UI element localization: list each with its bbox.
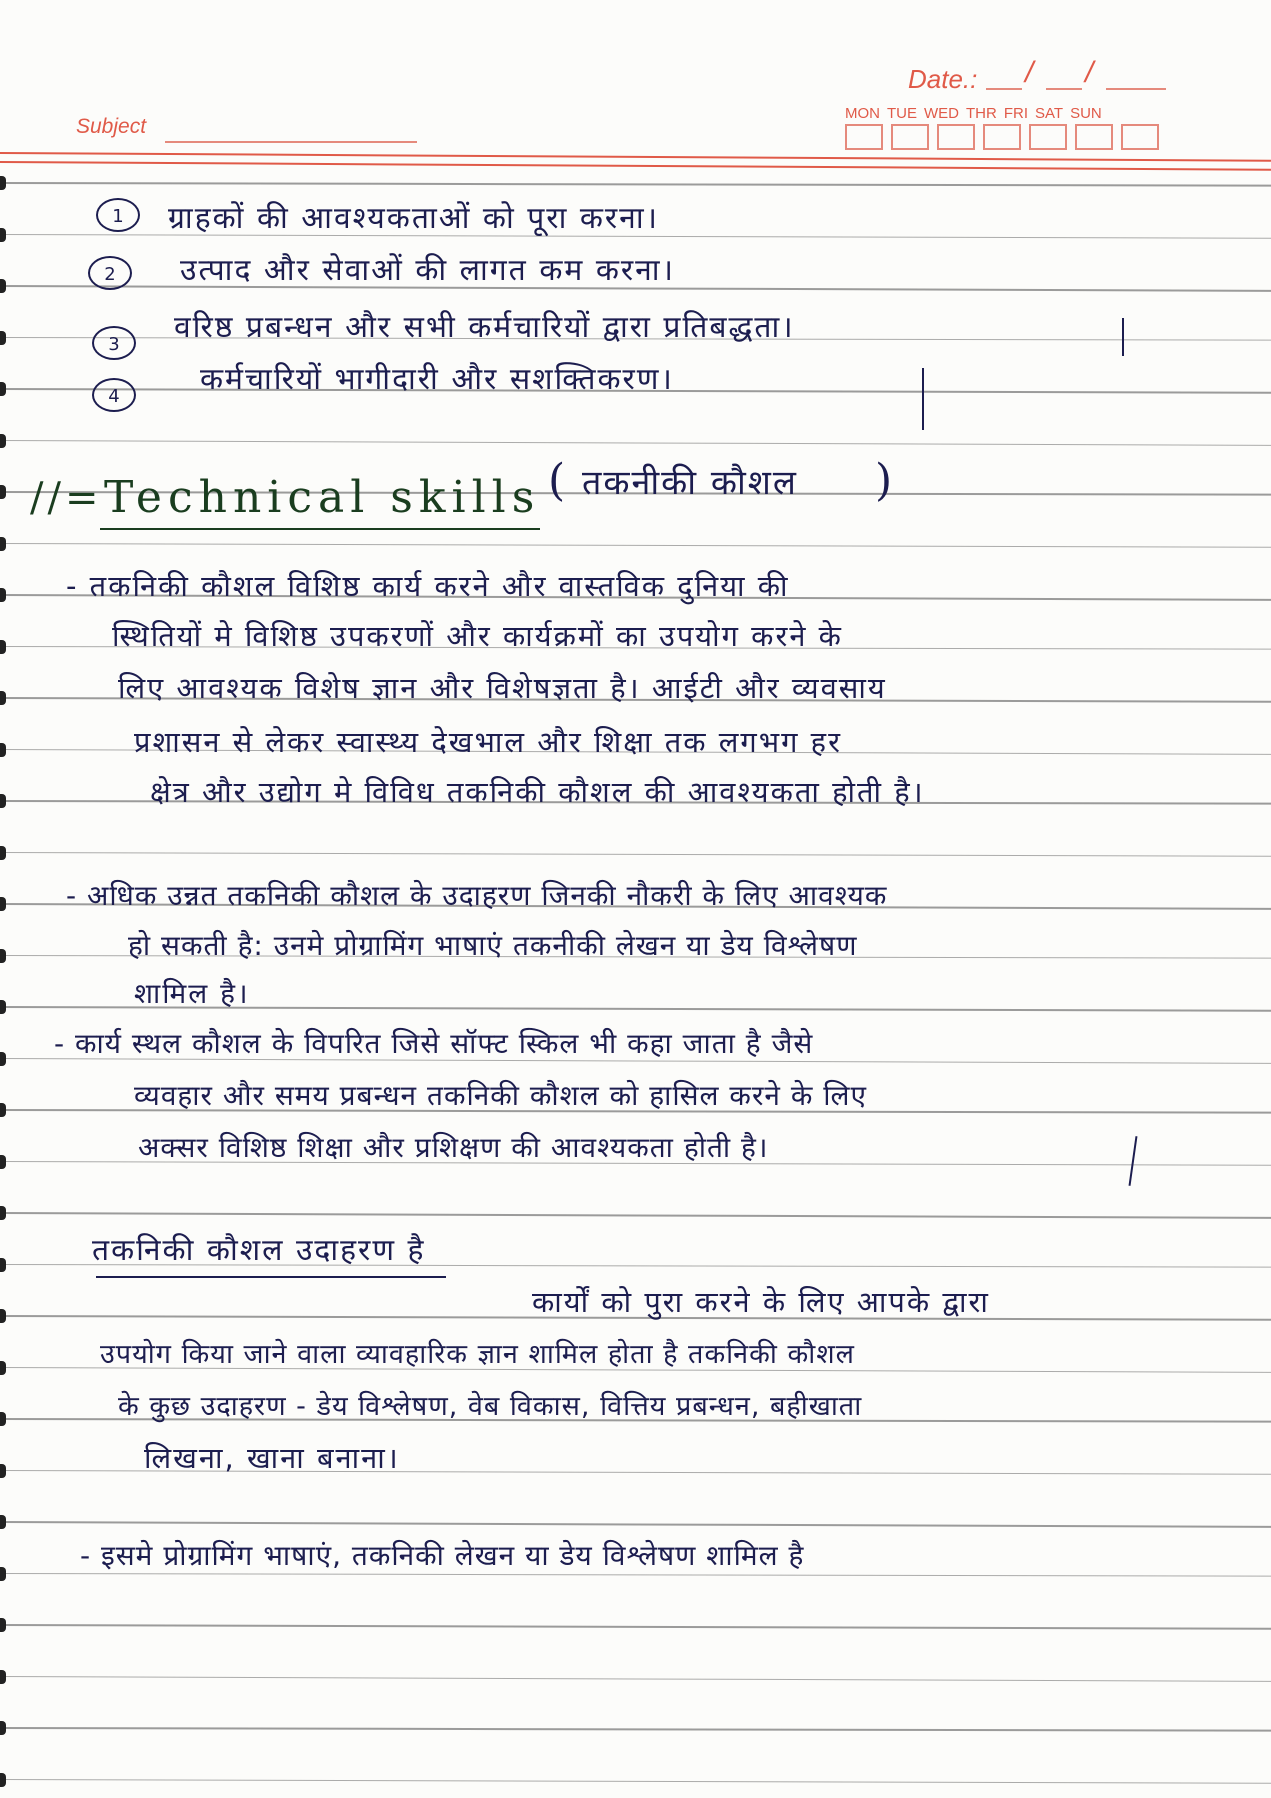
margin-punch-mark [0,1618,6,1632]
weekday-label: THR [966,105,997,122]
date-separator: / [1085,56,1094,89]
section-heading: Technical skills [104,472,541,523]
weekday-label: MON [845,105,880,122]
paragraph-line: कार्यों को पुरा करने के लिए आपके द्वारा [532,1285,990,1319]
list-item-text: ग्राहकों की आवश्यकताओं को पूरा करना। [168,201,659,236]
weekday-box [891,124,929,150]
paragraph-line: अक्सर विशिष्ठ शिक्षा और प्रशिक्षण की आवश्यकता होती है। [138,1131,769,1164]
margin-punch-mark [0,743,6,757]
list-item-text: कर्मचारियों भागीदारी और सशक्तिकरण। [200,362,674,397]
weekday-labels [845,105,1109,122]
header-rule [0,152,1271,162]
paragraph-line: के कुछ उदाहरण - डेय विश्लेषण, वेब विकास, वित्तिय प्रबन्धन, बहीखाता [118,1391,863,1422]
ink-stroke [1129,1136,1138,1186]
ruled-line [0,1676,1271,1682]
ruled-line [0,1624,1271,1630]
paragraph-line: - अधिक उन्नत तकनिकी कौशल के उदाहरण जिनकी नौकरी के लिए आवश्यक [66,879,888,912]
paragraph-line: प्रशासन से लेकर स्वास्थ्य देखभाल और शिक्षा तक लगभग हर [134,725,842,759]
subject-blank [165,141,417,143]
weekday-box [1075,124,1113,150]
margin-punch-mark [0,434,6,448]
date-separator: / [1025,56,1034,89]
margin-punch-mark [0,1155,6,1169]
paragraph-line: लिए आवश्यक विशेष ज्ञान और विशेषज्ञता है। आईटी और व्यवसाय [118,671,887,705]
margin-punch-mark [0,1464,6,1478]
margin-punch-mark [0,1515,6,1529]
margin-punch-mark [0,1361,6,1375]
examples-heading-underline [96,1276,446,1278]
paragraph-line: स्थितियों मे विशिष्ठ उपकरणों और कार्यक्रमों का उपयोग करने के [112,619,843,653]
margin-punch-mark [0,640,6,654]
ruled-line [0,1727,1271,1732]
date-label: Date.: [908,64,978,94]
section-heading-hindi: तकनीकी कौशल [582,463,798,503]
weekday-box [937,124,975,150]
date-blank-year [1106,88,1166,90]
paragraph-line: - कार्य स्थल कौशल के विपरित जिसे सॉफ्ट स्किल भी कहा जाता है जैसे [54,1027,814,1060]
margin-punch-mark [0,1670,6,1684]
list-number-badge: 1 [96,198,140,232]
close-paren: ) [875,455,893,506]
ruled-line [0,440,1271,446]
paragraph-line: क्षेत्र और उद्योग मे विविध तकनिकी कौशल की आवश्यकता होती है। [150,775,925,809]
margin-punch-mark [0,1721,6,1735]
list-item-text: वरिष्ठ प्रबन्धन और सभी कर्मचारियों द्वारा प्रतिबद्धता। [174,310,795,345]
ruled-line [0,1779,1271,1784]
margin-punch-mark [0,1567,6,1581]
margin-punch-mark [0,228,6,242]
margin-punch-mark [0,485,6,499]
ruled-line [0,1212,1271,1219]
list-number-badge: 2 [88,256,132,290]
heading-underline [100,528,540,530]
margin-punch-mark [0,1000,6,1014]
margin-punch-mark [0,382,6,396]
margin-punch-mark [0,279,6,293]
ruled-line [0,182,1271,187]
subject-label: Subject [76,115,147,138]
weekday-box [1029,124,1067,150]
margin-punch-mark [0,691,6,705]
ruled-line [0,543,1271,548]
weekday-label: WED [924,105,959,122]
margin-punch-mark [0,1103,6,1117]
margin-punch-mark [0,588,6,602]
margin-punch-mark [0,1206,6,1220]
open-paren: ( [548,455,566,506]
heading-prefix: //= [30,475,103,521]
list-number-badge: 3 [92,326,136,360]
paragraph-line: लिखना, खाना बनाना। [144,1441,400,1475]
weekday-label: SAT [1035,105,1064,122]
margin-punch-mark [0,1309,6,1323]
header-rule [0,161,1271,171]
margin-punch-mark [0,537,6,551]
margin-punch-mark [0,794,6,808]
margin-punch-mark [0,1773,6,1787]
weekday-label: TUE [887,105,917,122]
paragraph-line: व्यवहार और समय प्रबन्धन तकनिकी कौशल को हासिल करने के लिए [134,1079,867,1112]
ruled-line [0,852,1271,857]
weekday-label: SUN [1070,105,1102,122]
margin-punch-mark [0,1412,6,1426]
margin-punch-mark [0,846,6,860]
margin-punch-mark [0,1052,6,1066]
paragraph-line: - तकनिकी कौशल विशिष्ठ कार्य करने और वास्तविक दुनिया की [66,569,790,603]
paragraph-line: उपयोग किया जाने वाला व्यावहारिक ज्ञान शामिल होता है तकनिकी कौशल [100,1339,855,1370]
paragraph-line: - इसमे प्रोग्रामिंग भाषाएं, तकनिकी लेखन या डेय विश्लेषण शामिल है [80,1539,805,1572]
ink-stroke [922,368,924,430]
weekday-box [983,124,1021,150]
margin-punch-mark [0,949,6,963]
date-blank-month [1046,88,1082,90]
weekday-box [1121,124,1159,150]
list-number-badge: 4 [92,378,136,412]
margin-punch-mark [0,1258,6,1272]
margin-punch-mark [0,897,6,911]
ruled-line [0,1521,1271,1528]
paragraph-line: शामिल है। [134,977,250,1010]
margin-punch-mark [0,331,6,345]
ink-stroke [1122,318,1124,356]
weekday-label: FRI [1003,105,1028,122]
margin-punch-mark [0,176,6,190]
weekday-box [845,124,883,150]
paragraph-line: हो सकती है: उनमे प्रोग्रामिंग भाषाएं तकनीकी लेखन या डेय विश्लेषण [128,929,858,962]
date-blank-day [986,88,1022,90]
examples-heading: तकनिकी कौशल उदाहरण है [92,1233,426,1268]
list-item-text: उत्पाद और सेवाओं की लागत कम करना। [180,253,675,288]
